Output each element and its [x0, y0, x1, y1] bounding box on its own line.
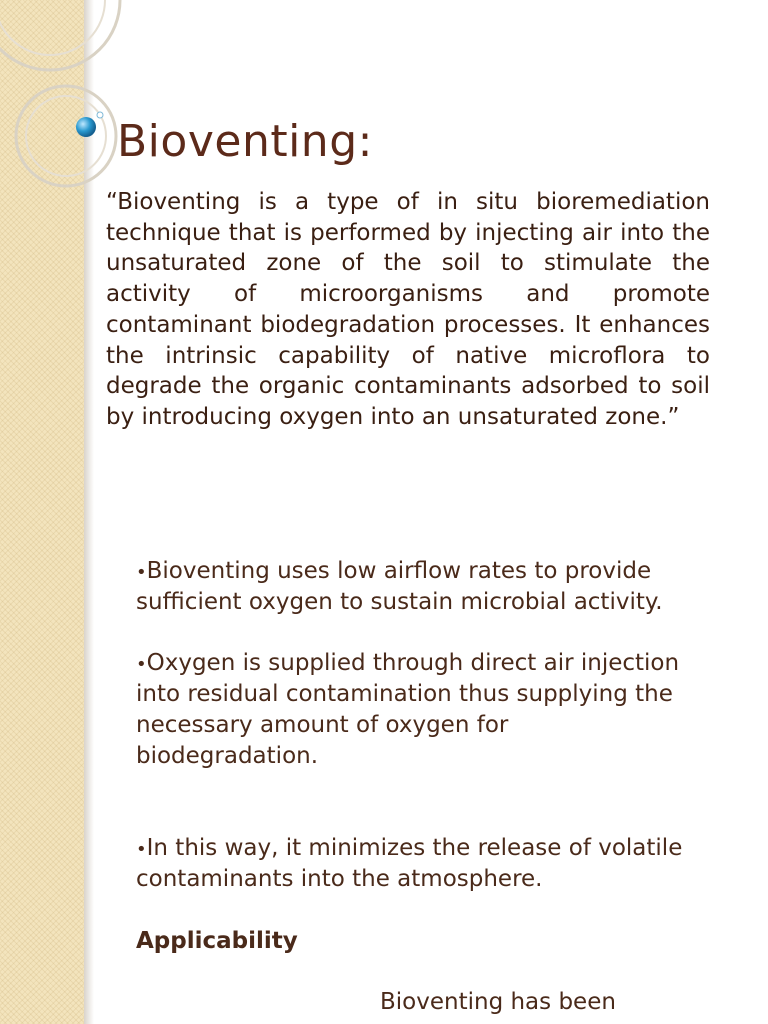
- decorative-circles-icon: [0, 0, 140, 200]
- bullet-text-1: Bioventing uses low airflow rates to provide sufficient oxygen to sustain microbial activity.: [136, 560, 663, 615]
- applicability-heading: Applicability: [136, 927, 298, 954]
- bullet-dot-icon: •: [136, 562, 147, 583]
- bullet-text-2: Oxygen is supplied through direct air injection into residual contamination thus supplying the necessary amount of oxygen for biodegradation.: [136, 650, 680, 769]
- bullet-text-3: In this way, it minimizes the release of volatile contaminants into the atmosphere.: [136, 835, 683, 892]
- bullet-item-2: [136, 648, 696, 771]
- bullets-text-box: [136, 560, 696, 1024]
- bullet-dot-icon: •: [136, 839, 147, 861]
- blue-bubble-icon: [76, 117, 96, 137]
- applicability-text: Bioventing has been: [380, 989, 616, 1016]
- bullet-item-3: [136, 833, 696, 894]
- bullet-item-1: [136, 560, 696, 617]
- bullet-dot-icon: •: [136, 654, 147, 676]
- slide-title: Bioventing:: [117, 116, 373, 167]
- definition-paragraph: “Bioventing is a type of in situ bioremediation technique that is performed by injecting air into the unsaturated zone of the soil to stimulate the activity of microorganisms and promote contaminant biodegradation processes. It enhances the intrinsic capability of native microflora to degrade the organic contaminants adsorbed to soil by introducing oxygen into an unsaturated zone.”: [106, 189, 710, 430]
